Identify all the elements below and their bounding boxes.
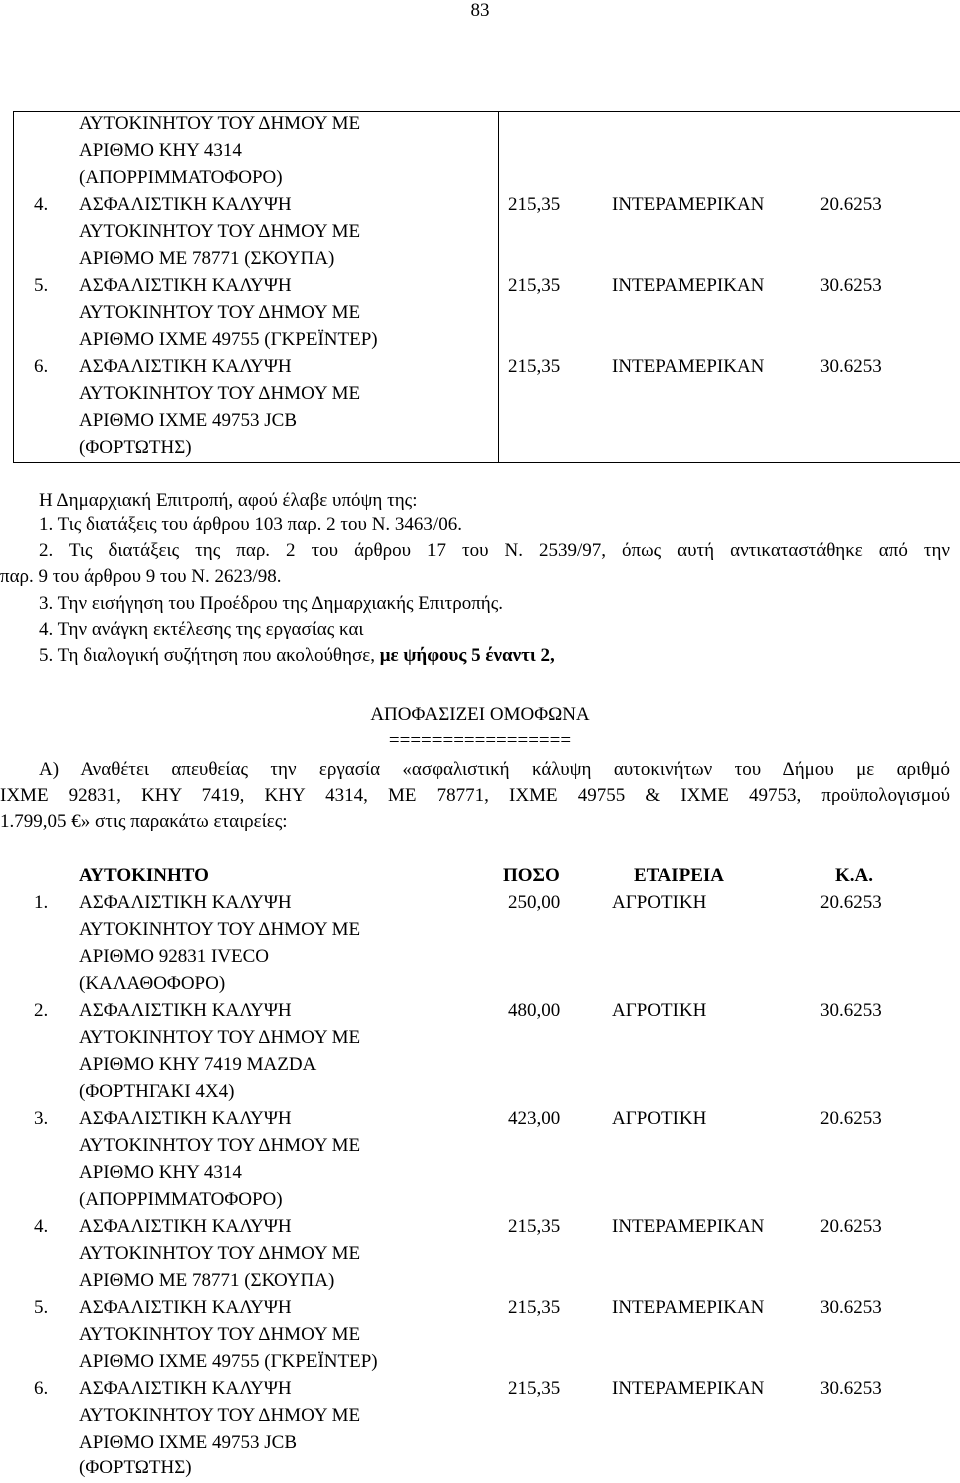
top-row4-num: 4. bbox=[34, 194, 49, 215]
row-number: 1. bbox=[34, 892, 49, 913]
row-number: 2. bbox=[34, 1000, 49, 1021]
top-row-company: ΙΝΤΕΡΑΜΕΡΙΚΑΝ bbox=[612, 194, 765, 215]
row-amount: 215,35 bbox=[508, 1378, 561, 1399]
row-desc-line: ΑΡΙΘΜΟ ΚΗΥ 4314 bbox=[79, 1162, 242, 1183]
row-desc-line: ΑΣΦΑΛΙΣΤΙΚΗ ΚΑΛΥΨΗ bbox=[79, 1297, 292, 1318]
row-number: 6. bbox=[34, 1378, 49, 1399]
consideration-item5-text: 5. Τη διαλογική συζήτηση που ακολούθησε, bbox=[39, 645, 380, 666]
col-header-amount: ΠΟΣΟ bbox=[503, 865, 560, 886]
top-col1-line: ΑΡΙΘΜΟ ΜΕ 78771 (ΣΚΟΥΠΑ) bbox=[79, 248, 335, 269]
consideration-item: 1. Τις διατάξεις του άρθρου 103 παρ. 2 του Ν. 3463/06. bbox=[39, 514, 462, 535]
row-desc-line: ΑΥΤΟΚΙΝΗΤΟΥ ΤΟΥ ΔΗΜΟΥ ΜΕ bbox=[79, 1027, 361, 1048]
row-code: 30.6253 bbox=[820, 1297, 882, 1318]
row-amount: 423,00 bbox=[508, 1108, 561, 1129]
row-desc-line: ΑΥΤΟΚΙΝΗΤΟΥ ΤΟΥ ΔΗΜΟΥ ΜΕ bbox=[79, 1405, 361, 1426]
decision-line: Α) Αναθέτει απευθείας την εργασία «ασφαλιστική κάλυψη αυτοκινήτων του Δήμου με αριθμό bbox=[39, 759, 950, 780]
top-row-code: 30.6253 bbox=[820, 356, 882, 377]
decision-line: 1.799,05 €» στις παρακάτω εταιρείες: bbox=[0, 811, 288, 832]
top-row-company: ΙΝΤΕΡΑΜΕΡΙΚΑΝ bbox=[612, 356, 765, 377]
row-amount: 215,35 bbox=[508, 1297, 561, 1318]
row-desc-line: ΑΣΦΑΛΙΣΤΙΚΗ ΚΑΛΥΨΗ bbox=[79, 1216, 292, 1237]
row-number: 5. bbox=[34, 1297, 49, 1318]
top-row-amount: 215,35 bbox=[508, 194, 561, 215]
row-code: 30.6253 bbox=[820, 1378, 882, 1399]
row-company: ΑΓΡΟΤΙΚΗ bbox=[612, 892, 707, 913]
decision-heading: ΑΠΟΦΑΣΙΖΕΙ ΟΜΟΦΩΝΑ bbox=[370, 704, 590, 725]
top-row6-num: 6. bbox=[34, 356, 49, 377]
row-desc-line: (ΚΑΛΑΘΟΦΟΡΟ) bbox=[79, 973, 226, 994]
row-amount: 215,35 bbox=[508, 1216, 561, 1237]
row-desc-line: ΑΣΦΑΛΙΣΤΙΚΗ ΚΑΛΥΨΗ bbox=[79, 1108, 292, 1129]
top-col1-line: ΑΥΤΟΚΙΝΗΤΟΥ ΤΟΥ ΔΗΜΟΥ ΜΕ bbox=[79, 302, 361, 323]
top-col1-line: ΑΣΦΑΛΙΣΤΙΚΗ ΚΑΛΥΨΗ bbox=[79, 356, 292, 377]
considerations-intro: Η Δημαρχιακή Επιτροπή, αφού έλαβε υπόψη της: bbox=[39, 490, 418, 511]
top-col1-line: ΑΣΦΑΛΙΣΤΙΚΗ ΚΑΛΥΨΗ bbox=[79, 275, 292, 296]
consideration-item-cont: παρ. 9 του άρθρου 9 του Ν. 2623/98. bbox=[0, 566, 282, 587]
consideration-item: 2. Τις διατάξεις της παρ. 2 του άρθρου 17 του Ν. 2539/97, όπως αυτή αντικαταστάθηκε από την bbox=[39, 540, 950, 561]
row-desc-line: (ΦΟΡΤΩΤΗΣ) bbox=[79, 1457, 192, 1478]
vote-result: με ψήφους 5 έναντι 2, bbox=[379, 645, 555, 666]
row-desc-line: ΑΡΙΘΜΟ ΙΧΜΕ 49755 (ΓΚΡΕΪΝΤΕΡ) bbox=[79, 1351, 378, 1372]
row-desc-line: (ΑΠΟΡΡΙΜΜΑΤΟΦΟΡΟ) bbox=[79, 1189, 283, 1210]
top-col1-line: ΑΡΙΘΜΟ ΙΧΜΕ 49755 (ΓΚΡΕΪΝΤΕΡ) bbox=[79, 329, 378, 350]
col-header-company: ΕΤΑΙΡΕΙΑ bbox=[634, 865, 725, 886]
col-header-vehicle: ΑΥΤΟΚΙΝΗΤΟ bbox=[79, 865, 209, 886]
row-desc-line: (ΦΟΡΤΗΓΑΚΙ 4Χ4) bbox=[79, 1081, 235, 1102]
row-desc-line: ΑΣΦΑΛΙΣΤΙΚΗ ΚΑΛΥΨΗ bbox=[79, 1000, 292, 1021]
row-desc-line: ΑΡΙΘΜΟ ΜΕ 78771 (ΣΚΟΥΠΑ) bbox=[79, 1270, 335, 1291]
row-desc-line: ΑΥΤΟΚΙΝΗΤΟΥ ΤΟΥ ΔΗΜΟΥ ΜΕ bbox=[79, 1324, 361, 1345]
row-desc-line: ΑΣΦΑΛΙΣΤΙΚΗ ΚΑΛΥΨΗ bbox=[79, 892, 292, 913]
consideration-item bbox=[39, 645, 555, 667]
top-col1-line: ΑΥΤΟΚΙΝΗΤΟΥ ΤΟΥ ΔΗΜΟΥ ΜΕ bbox=[79, 383, 361, 404]
top-row-company: ΙΝΤΕΡΑΜΕΡΙΚΑΝ bbox=[612, 275, 765, 296]
row-company: ΙΝΤΕΡΑΜΕΡΙΚΑΝ bbox=[612, 1216, 765, 1237]
col-header-code: Κ.Α. bbox=[835, 865, 873, 886]
row-code: 20.6253 bbox=[820, 1108, 882, 1129]
top-row-amount: 215,35 bbox=[508, 356, 561, 377]
top-row-code: 20.6253 bbox=[820, 194, 882, 215]
row-company: ΙΝΤΕΡΑΜΕΡΙΚΑΝ bbox=[612, 1378, 765, 1399]
row-desc-line: ΑΥΤΟΚΙΝΗΤΟΥ ΤΟΥ ΔΗΜΟΥ ΜΕ bbox=[79, 1243, 361, 1264]
row-desc-line: ΑΡΙΘΜΟ 92831 IVECO bbox=[79, 946, 269, 967]
top-col1-line: ΑΥΤΟΚΙΝΗΤΟΥ ΤΟΥ ΔΗΜΟΥ ΜΕ bbox=[79, 113, 361, 134]
top-table-divider bbox=[498, 111, 499, 463]
top-col1-line: (ΦΟΡΤΩΤΗΣ) bbox=[79, 437, 192, 458]
row-desc-line: ΑΥΤΟΚΙΝΗΤΟΥ ΤΟΥ ΔΗΜΟΥ ΜΕ bbox=[79, 919, 361, 940]
top-col1-line: ΑΡΙΘΜΟ ΙΧΜΕ 49753 JCB bbox=[79, 410, 297, 431]
row-desc-line: ΑΡΙΘΜΟ ΙΧΜΕ 49753 JCB bbox=[79, 1432, 297, 1453]
top-col1-line: ΑΡΙΘΜΟ ΚΗΥ 4314 bbox=[79, 140, 242, 161]
row-company: ΑΓΡΟΤΙΚΗ bbox=[612, 1000, 707, 1021]
row-desc-line: ΑΡΙΘΜΟ ΚΗΥ 7419 MAZDA bbox=[79, 1054, 317, 1075]
row-code: 30.6253 bbox=[820, 1000, 882, 1021]
row-desc-line: ΑΥΤΟΚΙΝΗΤΟΥ ΤΟΥ ΔΗΜΟΥ ΜΕ bbox=[79, 1135, 361, 1156]
top-col1-line: ΑΣΦΑΛΙΣΤΙΚΗ ΚΑΛΥΨΗ bbox=[79, 194, 292, 215]
row-amount: 250,00 bbox=[508, 892, 561, 913]
decision-underline: ================= bbox=[388, 730, 572, 751]
consideration-item: 3. Την εισήγηση του Προέδρου της Δημαρχιακής Επιτροπής. bbox=[39, 593, 504, 614]
row-company: ΙΝΤΕΡΑΜΕΡΙΚΑΝ bbox=[612, 1297, 765, 1318]
top-row-code: 30.6253 bbox=[820, 275, 882, 296]
top-col1-line: ΑΥΤΟΚΙΝΗΤΟΥ ΤΟΥ ΔΗΜΟΥ ΜΕ bbox=[79, 221, 361, 242]
top-row5-num: 5. bbox=[34, 275, 49, 296]
row-number: 3. bbox=[34, 1108, 49, 1129]
decision-line: ΙΧΜΕ 92831, ΚΗΥ 7419, ΚΗΥ 4314, ΜΕ 78771, ΙΧΜΕ 49755 & ΙΧΜΕ 49753, προϋπολογισμού bbox=[0, 785, 950, 806]
page-number: 83 bbox=[470, 0, 490, 21]
row-amount: 480,00 bbox=[508, 1000, 561, 1021]
row-code: 20.6253 bbox=[820, 1216, 882, 1237]
row-company: ΑΓΡΟΤΙΚΗ bbox=[612, 1108, 707, 1129]
consideration-item: 4. Την ανάγκη εκτέλεσης της εργασίας και bbox=[39, 619, 364, 640]
top-row-amount: 215,35 bbox=[508, 275, 561, 296]
row-code: 20.6253 bbox=[820, 892, 882, 913]
row-number: 4. bbox=[34, 1216, 49, 1237]
top-col1-line: (ΑΠΟΡΡΙΜΜΑΤΟΦΟΡΟ) bbox=[79, 167, 283, 188]
row-desc-line: ΑΣΦΑΛΙΣΤΙΚΗ ΚΑΛΥΨΗ bbox=[79, 1378, 292, 1399]
